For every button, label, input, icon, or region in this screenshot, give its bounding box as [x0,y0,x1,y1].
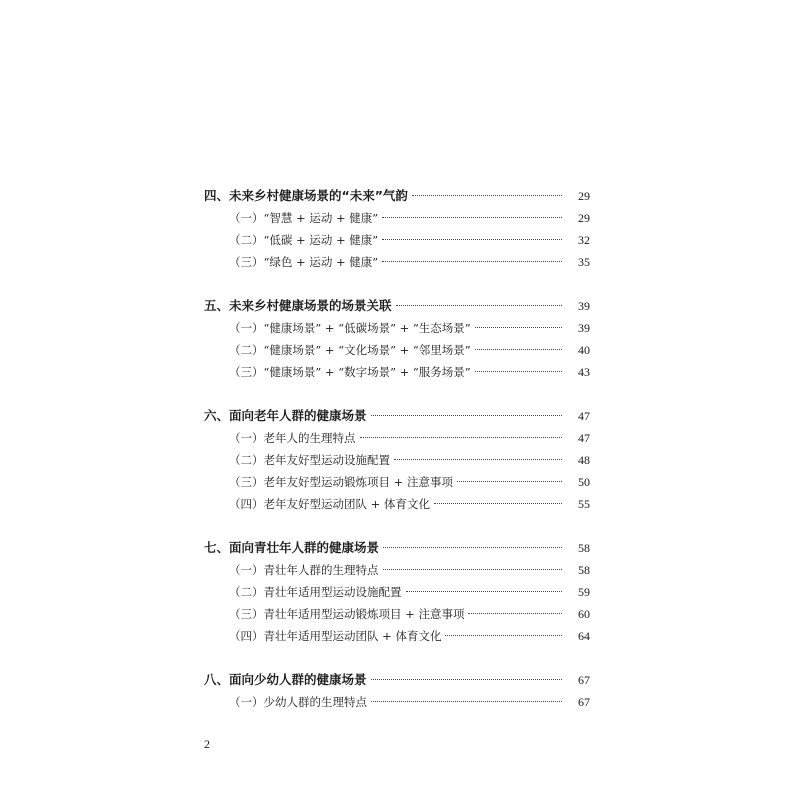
dot-leader [445,635,562,636]
dot-leader [382,239,562,240]
toc-section [204,669,590,713]
dot-leader [383,569,563,570]
toc-subsection-page: 60 [578,607,590,621]
toc-subsection[interactable] [204,471,590,493]
toc-section [204,185,590,273]
dot-leader [457,481,562,482]
toc-chapter[interactable] [204,295,590,317]
page-number: 2 [204,737,210,751]
toc-chapter-title: 四、未来乡村健康场景的“未来”气韵 [204,188,408,203]
toc-chapter-title: 六、面向老年人群的健康场景 [204,408,367,423]
dot-leader [382,261,562,262]
toc-chapter-title: 八、面向少幼人群的健康场景 [204,672,367,687]
toc-section [204,405,590,515]
toc-subsection-title: （四）老年友好型运动团队 + 体育文化 [229,497,430,511]
toc-subsection[interactable] [204,493,590,515]
toc-subsection-page: 35 [578,255,590,269]
toc-subsection[interactable] [204,361,590,383]
toc-subsection-page: 40 [578,343,590,357]
toc-subsection-title: （一）“健康场景” + “低碳场景” + “生态场景” [229,321,471,335]
toc-subsection-page: 29 [578,211,590,225]
toc-subsection-title: （一）青壮年人群的生理特点 [229,563,379,577]
dot-leader [475,349,562,350]
dot-leader [360,437,563,438]
toc-subsection[interactable] [204,449,590,471]
toc-chapter[interactable] [204,537,590,559]
toc-subsection-title: （一）“智慧 + 运动 + 健康” [229,211,379,225]
toc-subsection[interactable] [204,559,590,581]
toc-subsection-page: 39 [578,321,590,335]
dot-leader [475,327,562,328]
toc-chapter-title: 七、面向青壮年人群的健康场景 [204,540,380,555]
toc-subsection-title: （三）“绿色 + 运动 + 健康” [229,255,379,269]
toc-subsection-title: （二）“低碳 + 运动 + 健康” [229,233,379,247]
toc-subsection-title: （一）少幼人群的生理特点 [229,695,367,709]
toc-subsection-title: （三）老年友好型运动锻炼项目 + 注意事项 [229,475,453,489]
dot-leader [383,547,562,548]
toc-subsection[interactable] [204,625,590,647]
toc-chapter-page: 39 [578,299,590,313]
toc-subsection[interactable] [204,207,590,229]
toc-subsection-page: 47 [578,431,590,445]
toc-subsection-title: （三）“健康场景” + “数字场景” + “服务场景” [229,365,471,379]
table-of-contents [204,185,590,735]
toc-subsection-page: 67 [578,695,590,709]
toc-chapter-page: 29 [578,189,590,203]
dot-leader [396,305,562,306]
toc-subsection[interactable] [204,339,590,361]
dot-leader [475,371,562,372]
toc-chapter-title: 五、未来乡村健康场景的场景关联 [204,298,392,313]
dot-leader [434,503,562,504]
toc-subsection-page: 32 [578,233,590,247]
toc-subsection-page: 58 [578,563,590,577]
dot-leader [394,459,562,460]
toc-subsection[interactable] [204,229,590,251]
toc-subsection-title: （一）老年人的生理特点 [229,431,356,445]
toc-subsection-page: 50 [578,475,590,489]
toc-subsection-title: （四）青壮年适用型运动团队 + 体育文化 [229,629,442,643]
toc-subsection-page: 55 [578,497,590,511]
toc-subsection[interactable] [204,251,590,273]
toc-subsection[interactable] [204,427,590,449]
toc-chapter[interactable] [204,185,590,207]
toc-chapter-page: 58 [578,541,590,555]
dot-leader [371,701,562,702]
toc-subsection[interactable] [204,317,590,339]
toc-subsection[interactable] [204,603,590,625]
dot-leader [412,195,562,196]
toc-subsection-page: 43 [578,365,590,379]
toc-section [204,295,590,383]
toc-subsection-title: （二）“健康场景” + “文化场景” + “邻里场景” [229,343,471,357]
toc-subsection-page: 48 [578,453,590,467]
dot-leader [382,217,562,218]
toc-chapter[interactable] [204,669,590,691]
dot-leader [468,613,562,614]
dot-leader [371,415,562,416]
toc-subsection-page: 59 [578,585,590,599]
toc-subsection-title: （三）青壮年适用型运动锻炼项目 + 注意事项 [229,607,465,621]
dot-leader [406,591,563,592]
toc-chapter-page: 47 [578,409,590,423]
toc-chapter-page: 67 [578,673,590,687]
toc-subsection-title: （二）老年友好型运动设施配置 [229,453,390,467]
toc-subsection[interactable] [204,691,590,713]
toc-subsection[interactable] [204,581,590,603]
toc-chapter[interactable] [204,405,590,427]
dot-leader [371,679,562,680]
toc-section [204,537,590,647]
toc-subsection-page: 64 [578,629,590,643]
toc-subsection-title: （二）青壮年适用型运动设施配置 [229,585,402,599]
